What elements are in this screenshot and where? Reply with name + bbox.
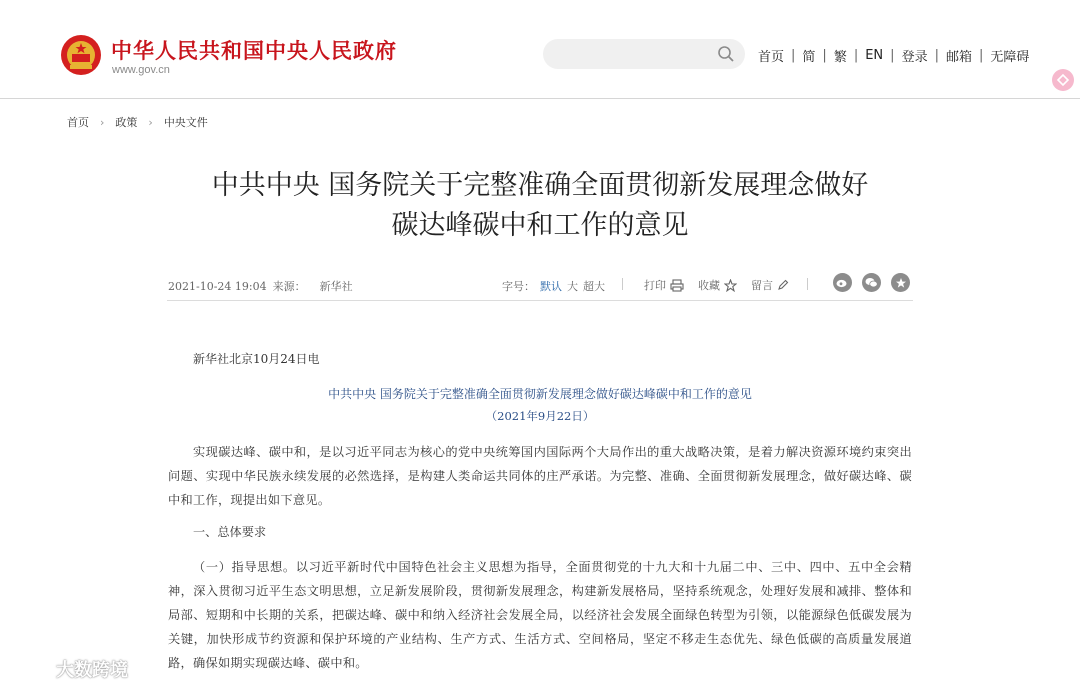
section-heading: 一、总体要求 (193, 525, 267, 539)
paragraph: （一）指导思想。以习近平新时代中国特色社会主义思想为指导，全面贯彻党的十九大和十九届二中、三中、四中、五中全会精神，深入贯彻习近平生态文明思想，立足新发展阶段，贯彻新发展理念，构建新发展格局，坚持系统观念，处理好发展和减排、整体和局部、短期和中长期的关系，把碳达峰、碳中和纳入经济社会发展全局，以经济社会发展全面绿色转型为引领，以能源绿色低碳发展为关键，加快形成节约资源和保护环境的产业结构、生产方式、生活方式、空间格局，坚定不移走生态优先、绿色低碳的高质量发展道路，确保如期实现碳达峰、碳中和。 (168, 560, 912, 670)
paragraph: 实现碳达峰、碳中和，是以习近平同志为核心的党中央统筹国内国际两个大局作出的重大战略决策，是着力解决资源环境约束突出问题、实现中华民族永续发展的必然选择，是构建人类命运共同体的庄严承诺。为完整、准确、全面贯彻新发展理念，做好碳达峰、碳中和工作，现提出如下意见。 (168, 445, 912, 507)
wechat-share-icon[interactable] (862, 273, 881, 292)
divider (622, 278, 623, 290)
weibo-share-icon[interactable] (833, 273, 852, 292)
nav-separator: | (822, 48, 827, 63)
comment-button[interactable] (751, 277, 789, 293)
chevron-right-icon: › (100, 115, 105, 129)
chevron-right-icon: › (148, 115, 153, 129)
national-emblem-icon[interactable] (60, 34, 102, 76)
page-title-line1: 中共中央 国务院关于完整准确全面贯彻新发展理念做好 (211, 170, 869, 201)
nav-simplified[interactable]: 简 (802, 50, 816, 65)
print-label: 打印 (644, 279, 666, 292)
source-name: 新华社 (319, 280, 353, 293)
watermark (10, 656, 128, 682)
share-bar (833, 273, 920, 292)
publish-datetime: 2021-10-24 19:04 (168, 280, 267, 293)
accessibility-float-icon[interactable] (1052, 69, 1074, 91)
article-meta-bar (167, 268, 913, 301)
nav-english[interactable]: EN (865, 48, 884, 63)
font-size-large[interactable]: 大 (567, 280, 578, 293)
nav-separator: | (890, 48, 895, 63)
star-share-icon[interactable] (891, 273, 910, 292)
site-domain: www.gov.cn (112, 64, 170, 76)
comment-label: 留言 (751, 279, 773, 292)
watermark-logo-icon (10, 658, 50, 680)
breadcrumb-central-docs[interactable]: 中央文件 (163, 116, 208, 129)
site-header (0, 0, 1080, 99)
nav-separator: | (934, 48, 939, 63)
nav-separator: | (853, 48, 859, 63)
search-icon[interactable] (717, 45, 735, 63)
star-icon (724, 279, 737, 292)
font-size-control (502, 278, 605, 294)
watermark-text: 大数跨境 (56, 660, 128, 681)
favorite-button[interactable] (698, 277, 737, 293)
font-size-label: 字号： (502, 280, 535, 293)
breadcrumb-policy[interactable]: 政策 (115, 116, 138, 129)
nav-separator: | (791, 48, 796, 63)
nav-mail[interactable]: 邮箱 (945, 50, 972, 65)
breadcrumb-home[interactable]: 首页 (67, 116, 89, 129)
nav-home[interactable]: 首页 (758, 50, 785, 65)
source-label: 来源： (272, 280, 306, 293)
article-meta (168, 278, 359, 294)
divider (807, 278, 808, 290)
article-tools (644, 277, 803, 293)
dateline: 新华社北京10月24日电 (193, 352, 320, 366)
search-input[interactable] (543, 39, 745, 69)
font-size-xlarge[interactable]: 超大 (583, 280, 605, 293)
printer-icon (670, 279, 684, 292)
document-date: （2021年9月22日） (485, 409, 595, 423)
print-button[interactable] (644, 277, 684, 293)
font-size-default[interactable]: 默认 (540, 280, 562, 293)
nav-login[interactable]: 登录 (901, 50, 928, 65)
page-title (150, 166, 930, 246)
nav-traditional[interactable]: 繁 (833, 50, 847, 65)
nav-accessibility[interactable]: 无障碍 (990, 50, 1030, 65)
nav-separator: | (978, 48, 984, 63)
breadcrumb (67, 114, 208, 130)
site-title[interactable]: 中华人民共和国中央人民政府 (111, 39, 397, 63)
pencil-icon (777, 279, 789, 291)
document-title: 中共中央 国务院关于完整准确全面贯彻新发展理念做好碳达峰碳中和工作的意见 (328, 387, 752, 401)
favorite-label: 收藏 (698, 279, 720, 292)
page-title-line2: 碳达峰碳中和工作的意见 (391, 210, 689, 241)
top-nav (758, 46, 1029, 65)
